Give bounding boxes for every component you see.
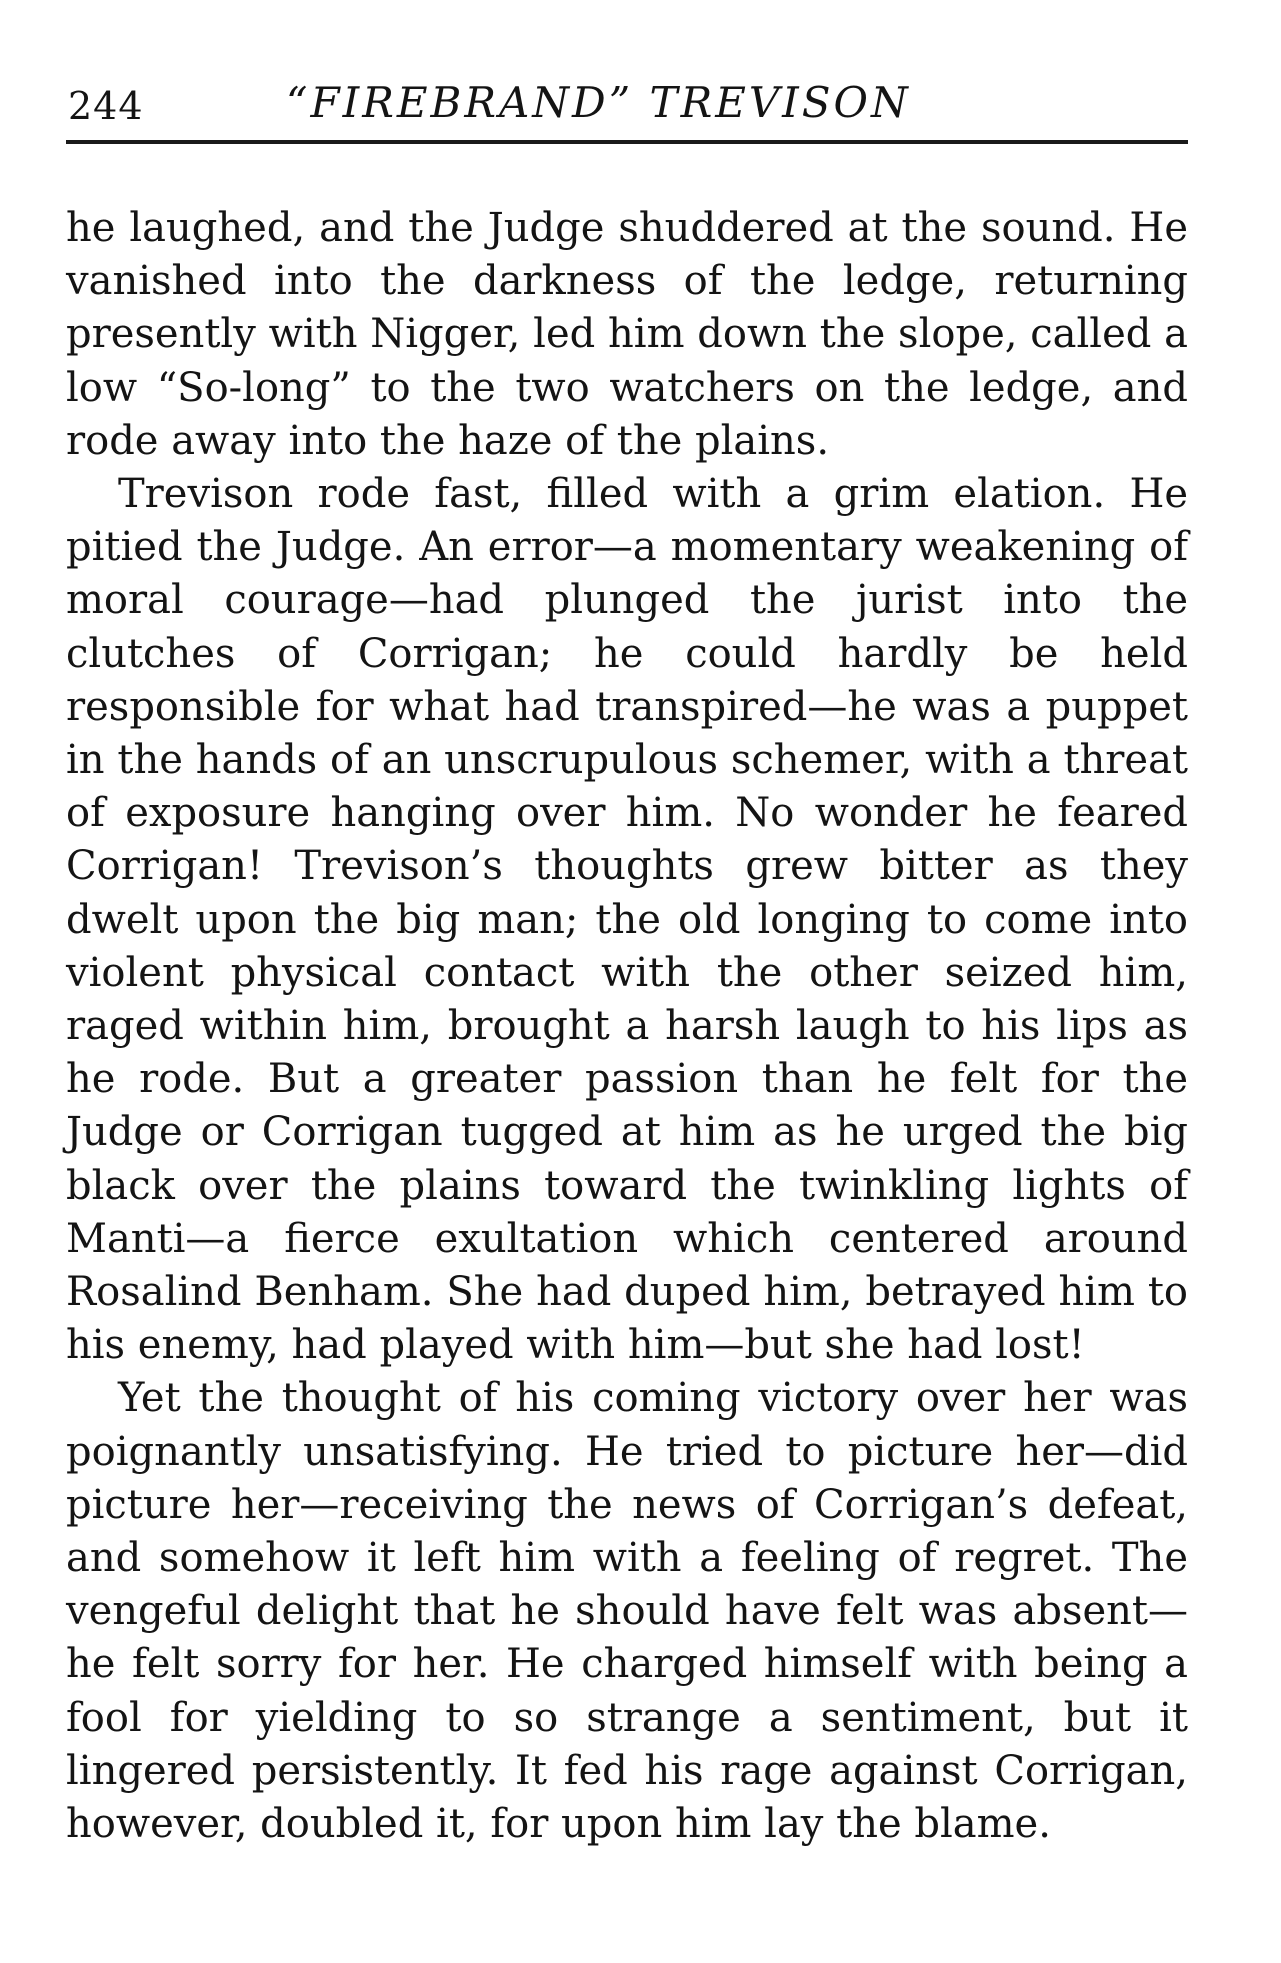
paragraph-1: he laughed, and the Judge shuddered at the sound. He vanished into the darkness of the ledge, returning presently with Nigger, led him down the slope, called a low “So-long” to the two watchers on the ledge, and rode away into the haze of the plains. bbox=[66, 205, 1188, 464]
paragraph-2: Trevison rode fast, filled with a grim elation. He pitied the Judge. An error—a momentary weakening of moral courage—had plunged the jurist into the clutches of Corrigan; he could hardly be held responsible for what had transpired—he was a puppet in the hands of an unscrupulous schemer, with a threat of exposure hanging over him. No wonder he feared Corrigan! Trevison’s thoughts grew bitter as they dwelt upon the big man; the old longing to come into violent physical contact with the other seized him, raged within him, brought a harsh laugh to his lips as he rode. But a greater passion than he felt for the Judge or Corrigan tugged at him as he urged the big black over the plains toward the twinkling lights of Manti—a fierce exultation which centered around Rosalind Benham. She had duped him, betrayed him to his enemy, had played with him—but she had lost! bbox=[66, 471, 1188, 1369]
running-title: “FIREBRAND” TREVISON bbox=[286, 78, 911, 127]
running-head bbox=[66, 76, 1191, 136]
header-rule bbox=[66, 140, 1188, 144]
body-text bbox=[66, 202, 1188, 1851]
page-number: 244 bbox=[68, 84, 144, 128]
paragraph-3: Yet the thought of his coming victory over her was poignantly unsatisfying. He tried to picture her—did picture her—receiving the news of Corrigan’s defeat, and somehow it left him with a feeling of regret. The vengeful delight that he should have felt was absent—he felt sorry for her. He charged himself with being a fool for yielding to so strange a sentiment, but it lingered persistently. It fed his rage against Corrigan, however, doubled it, for upon him lay the blame. bbox=[66, 1375, 1188, 1848]
